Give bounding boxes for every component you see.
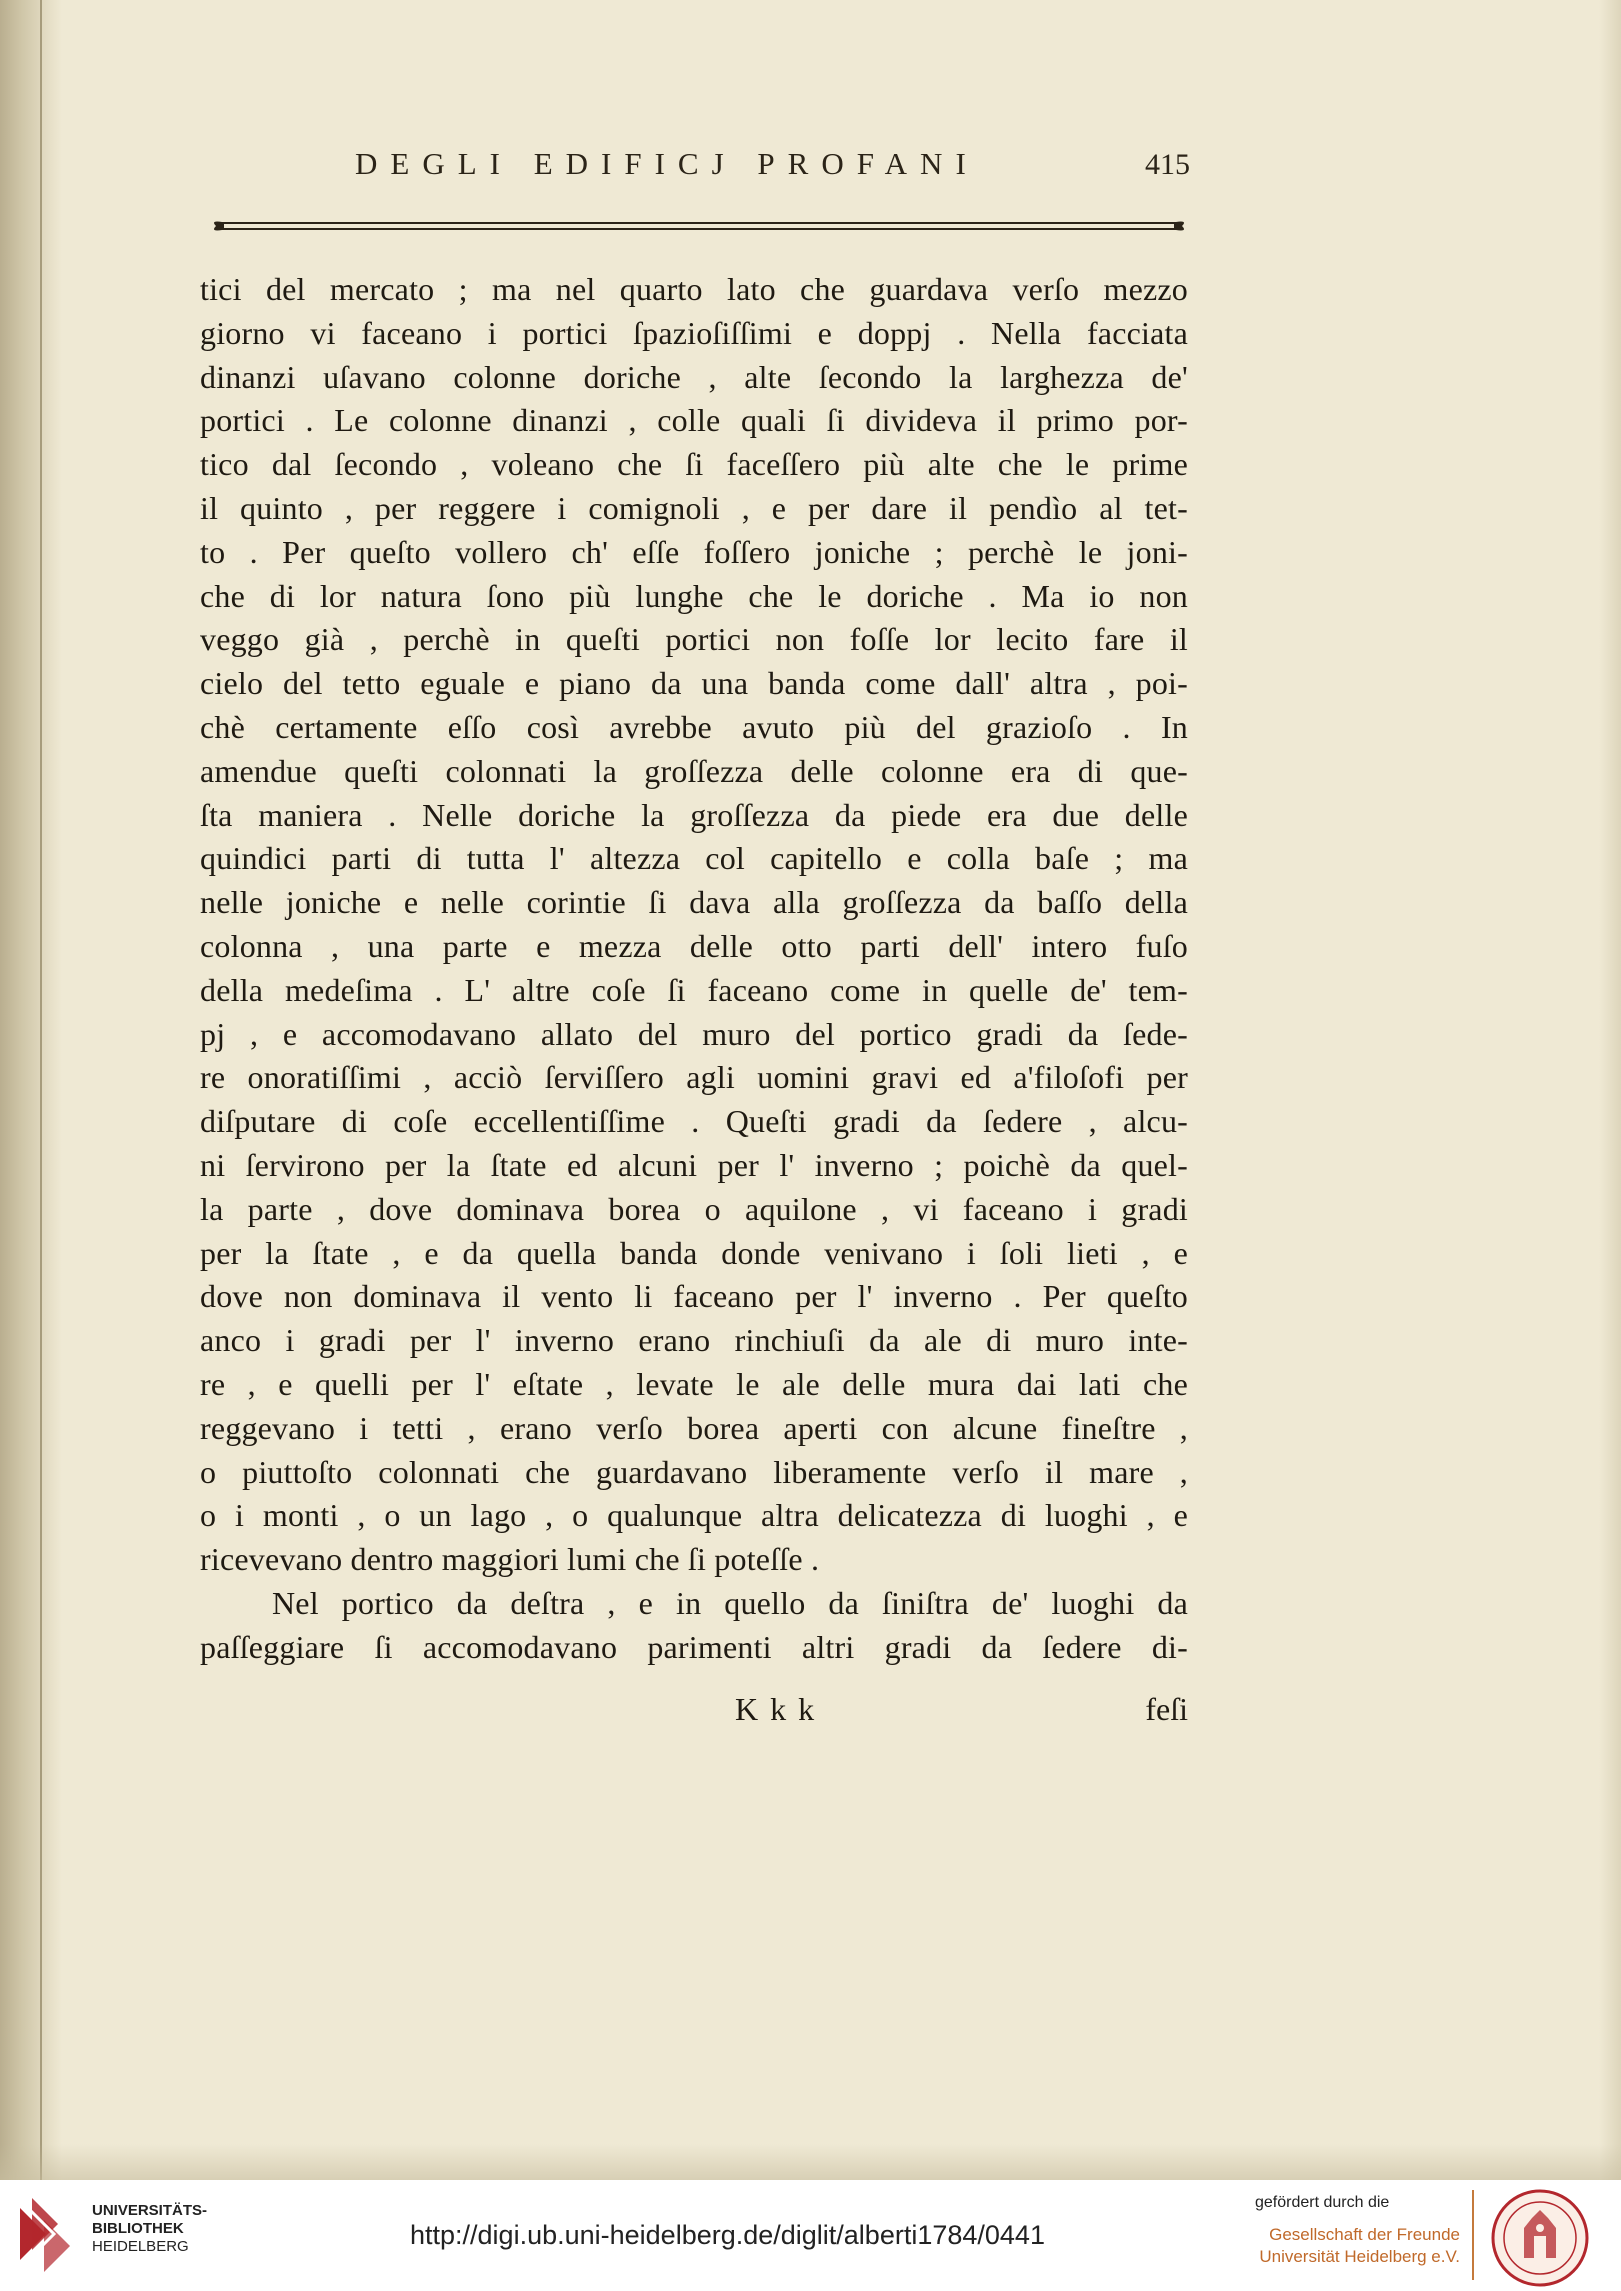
text-line: il quinto , per reggere i comignoli , e per dare il pendìo al tet- — [200, 489, 1188, 526]
text-line: pj , e accomodavano allato del muro del portico gradi da ſede- — [200, 1015, 1188, 1052]
running-head — [200, 142, 1190, 192]
book-gutter — [0, 0, 62, 2180]
text-line: anco i gradi per l' inverno erano rinchiuſi da ale di muro inte- — [200, 1322, 1188, 1359]
page-bottom-shadow — [0, 2144, 1621, 2180]
text-line: paſſeggiare ſi accomodavano parimenti altri gradi da ſedere di- — [200, 1628, 1188, 1665]
text-line: veggo già , perchè in queſti portici non foſſe lor lecito fare il — [200, 621, 1188, 658]
text-line: o piuttoſto colonnati che guardavano liberamente verſo il mare , — [200, 1453, 1188, 1490]
footer-divider — [1472, 2190, 1474, 2280]
page-edge — [1599, 0, 1621, 2180]
library-name — [92, 2202, 207, 2256]
page-number: 415 — [1145, 148, 1190, 181]
catchword: feſi — [1145, 1691, 1188, 1727]
text-line: reggevano i tetti , erano verſo borea aperti con alcune fineſtre , — [200, 1409, 1188, 1446]
text-line: tici del mercato ; ma nel quarto lato che guardava verſo mezzo — [200, 271, 1188, 307]
text-line: Nel portico da deſtra , e in quello da ſiniſtra de' luoghi da — [272, 1584, 1188, 1621]
running-title: DEGLI EDIFICJ PROFANI — [355, 146, 979, 181]
text-line: o i monti , o un lago , o qualunque altra delicatezza di luoghi , e — [200, 1497, 1188, 1534]
text-line: re onoratiſſimi , acciò ſerviſſero agli uomini gravi ed a'filoſofi per — [200, 1059, 1188, 1096]
university-seal-icon[interactable] — [1490, 2188, 1590, 2288]
text-line: ricevevano dentro maggiori lumi che ſi poteſſe . — [200, 1541, 820, 1578]
body-text — [200, 268, 1188, 1670]
library-name-line2: BIBLIOTHEK — [92, 2220, 184, 2237]
permalink-url[interactable]: http://digi.ub.uni-heidelberg.de/diglit/alberti1784/0441 — [410, 2220, 1045, 2250]
text-line: la parte , dove dominava borea o aquilone , vi faceano i gradi — [200, 1190, 1188, 1227]
sponsor-line2: Universität Heidelberg e.V. — [1259, 2247, 1460, 2266]
text-line: dinanzi uſavano colonne doriche , alte ſecondo la larghezza de' — [200, 358, 1188, 395]
funded-by-label: gefördert durch die — [1255, 2194, 1390, 2211]
text-line: portici . Le colonne dinanzi , colle quali ſi divideva il primo por- — [200, 402, 1188, 439]
ornamental-rule — [210, 216, 1188, 236]
signature-mark: Kkk — [735, 1691, 827, 1727]
text-line: nelle joniche e nelle corintie ſi dava alla groſſezza da baſſo della — [200, 884, 1188, 921]
text-line: re , e quelli per l' eſtate , levate le ale delle mura dai lati che — [200, 1365, 1188, 1402]
university-library-logo-icon[interactable] — [18, 2198, 80, 2272]
footer-bar — [0, 2180, 1621, 2291]
text-line: per la ſtate , e da quella banda donde venivano i ſoli lieti , e — [200, 1234, 1188, 1271]
library-name-line3: HEIDELBERG — [92, 2238, 189, 2255]
text-line: colonna , una parte e mezza delle otto parti dell' intero fuſo — [200, 927, 1188, 964]
text-line: to . Per queſto vollero ch' eſſe foſſero joniche ; perchè le joni- — [200, 533, 1188, 570]
text-line: giorno vi faceano i portici ſpazioſiſſimi e doppj . Nella facciata — [200, 314, 1188, 351]
text-line: che di lor natura ſono più lunghe che le doriche . Ma io non — [200, 577, 1188, 614]
text-line: amendue queſti colonnati la groſſezza delle colonne era di que- — [200, 752, 1188, 789]
sponsor-line1: Gesellschaft der Freunde — [1269, 2225, 1460, 2244]
gutter-fold-line — [40, 0, 42, 2180]
text-line: ni ſervirono per la ſtate ed alcuni per l' inverno ; poichè da quel- — [200, 1146, 1188, 1183]
sponsor-name[interactable] — [1255, 2224, 1460, 2268]
text-line: ſta maniera . Nelle doriche la groſſezza da piede era due delle — [200, 796, 1188, 833]
library-name-line1: UNIVERSITÄTS- — [92, 2202, 208, 2219]
text-line: cielo del tetto eguale e piano da una banda come dall' altra , poi- — [200, 665, 1188, 702]
page-footer-line — [200, 1687, 1188, 1731]
text-line: della medeſima . L' altre coſe ſi faceano come in quelle de' tem- — [200, 971, 1188, 1008]
text-line: chè certamente eſſo così avrebbe avuto più del grazioſo . In — [200, 708, 1188, 745]
text-line: tico dal ſecondo , voleano che ſi faceſſero più alte che le prime — [200, 446, 1188, 483]
text-line: dove non dominava il vento li faceano per l' inverno . Per queſto — [200, 1278, 1188, 1315]
text-line: diſputare di coſe eccellentiſſime . Queſti gradi da ſedere , alcu- — [200, 1103, 1188, 1140]
text-line: quindici parti di tutta l' altezza col capitello e colla baſe ; ma — [200, 840, 1188, 877]
